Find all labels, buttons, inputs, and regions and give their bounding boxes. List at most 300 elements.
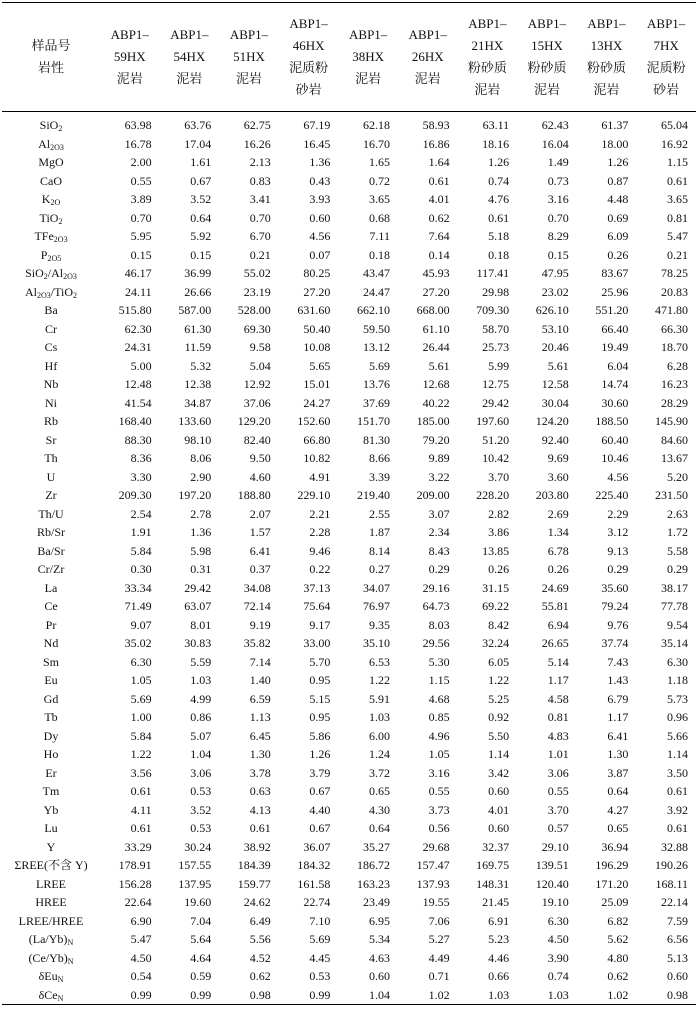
row-label: Cr bbox=[45, 321, 57, 336]
row-value: 1.57 bbox=[249, 525, 271, 539]
row-value: 5.04 bbox=[249, 358, 271, 373]
row-value: 25.73 bbox=[482, 340, 510, 354]
row-value: 5.84 bbox=[130, 543, 152, 558]
row-value: 1.03 bbox=[458, 986, 518, 1005]
table-row bbox=[2, 616, 696, 635]
row-value: 4.80 bbox=[607, 950, 629, 965]
row-value: 4.64 bbox=[190, 950, 212, 965]
row-value: 8.06 bbox=[190, 451, 212, 465]
row-value: 5.59 bbox=[190, 654, 212, 669]
row-value: 92.40 bbox=[541, 432, 569, 447]
row-value: 88.30 bbox=[124, 432, 152, 447]
row-value: 13.67 bbox=[661, 451, 688, 465]
row-value: 15.01 bbox=[303, 377, 331, 391]
row-value: 0.18 bbox=[368, 247, 390, 262]
row-value: 5.92 bbox=[190, 229, 212, 243]
row-value: 29.42 bbox=[482, 395, 510, 410]
row-value: 6.30 bbox=[547, 913, 569, 928]
table-row bbox=[2, 727, 696, 746]
row-value: 35.27 bbox=[362, 839, 390, 854]
row-value: 117.41 bbox=[476, 266, 510, 280]
row-label: $SiO_2/Al_{2O3}$ bbox=[25, 266, 77, 281]
row-value: 0.18 bbox=[488, 247, 510, 262]
row-value: 67.19 bbox=[303, 118, 331, 132]
row-value: 1.26 bbox=[488, 155, 510, 169]
row-value: 0.74 bbox=[488, 173, 510, 188]
row-value: 61.30 bbox=[184, 321, 212, 336]
row-value: 0.60 bbox=[368, 969, 390, 983]
row-value: 2.54 bbox=[130, 506, 152, 521]
row-value: 66.30 bbox=[661, 321, 688, 336]
table-row bbox=[2, 819, 696, 838]
row-value: 587.00 bbox=[178, 303, 212, 317]
row-value: 0.55 bbox=[130, 173, 152, 188]
row-value: 18.16 bbox=[482, 136, 510, 151]
row-value: 23.49 bbox=[362, 895, 390, 909]
row-value: 60.40 bbox=[601, 432, 629, 447]
row-value: 7.64 bbox=[428, 229, 450, 243]
row-value: 0.61 bbox=[130, 821, 152, 835]
header-sample-line: ABP1– bbox=[527, 16, 567, 31]
row-value: 10.42 bbox=[482, 451, 510, 465]
header-sample-line: ABP1– bbox=[289, 16, 328, 31]
geochemistry-table bbox=[2, 2, 696, 1005]
table-row bbox=[2, 320, 696, 339]
row-value: 79.20 bbox=[422, 432, 450, 447]
row-value: 4.30 bbox=[368, 802, 390, 817]
row-value: 4.83 bbox=[547, 728, 569, 743]
row-value: 9.58 bbox=[249, 340, 271, 354]
row-value: 0.61 bbox=[488, 210, 510, 225]
row-value: 9.35 bbox=[368, 617, 390, 632]
row-value: 3.06 bbox=[547, 765, 569, 780]
header-sample-column bbox=[219, 3, 279, 112]
row-value: 12.38 bbox=[184, 377, 212, 391]
row-value: 137.93 bbox=[416, 876, 450, 891]
row-value: 9.19 bbox=[249, 617, 271, 632]
row-value: 63.11 bbox=[482, 118, 510, 132]
row-value: 5.99 bbox=[488, 358, 510, 373]
row-label: Ce bbox=[44, 599, 58, 613]
row-value: 43.47 bbox=[362, 266, 390, 280]
row-value: 0.55 bbox=[547, 784, 569, 798]
header-sample-line: 13HX bbox=[590, 38, 623, 53]
row-value: 1.03 bbox=[190, 673, 212, 687]
row-value: 19.10 bbox=[541, 895, 569, 909]
row-value: 0.92 bbox=[488, 710, 510, 724]
header-sample-column bbox=[577, 3, 637, 112]
row-value: 9.50 bbox=[249, 451, 271, 465]
row-value: 81.30 bbox=[362, 432, 390, 447]
row-value: 157.55 bbox=[178, 858, 212, 872]
row-value: 38.92 bbox=[243, 839, 271, 854]
row-value: 0.29 bbox=[667, 562, 688, 576]
row-value: 66.80 bbox=[303, 432, 331, 447]
row-value: 40.22 bbox=[422, 395, 450, 410]
row-label: TiO$_2$ bbox=[39, 210, 63, 226]
table-row bbox=[2, 838, 696, 857]
row-value: 69.30 bbox=[243, 321, 271, 336]
row-value: 1.17 bbox=[547, 673, 569, 687]
row-value: 2.29 bbox=[607, 506, 629, 521]
row-value: 5.61 bbox=[428, 358, 450, 373]
row-value: 6.94 bbox=[547, 617, 569, 632]
row-value: 16.86 bbox=[422, 136, 450, 151]
row-value: 36.99 bbox=[184, 266, 212, 280]
row-value: 1.14 bbox=[667, 747, 688, 761]
row-value: 139.51 bbox=[535, 858, 569, 872]
row-value: 5.47 bbox=[667, 229, 688, 243]
row-value: 3.39 bbox=[368, 469, 390, 484]
row-value: 4.91 bbox=[309, 469, 331, 484]
row-label: Sm bbox=[42, 654, 59, 669]
row-value: 29.10 bbox=[541, 839, 569, 854]
row-value: 4.01 bbox=[488, 802, 510, 817]
table-row bbox=[2, 431, 696, 450]
row-label: LREE/HREE bbox=[18, 913, 84, 928]
row-value: 0.99 bbox=[160, 986, 220, 1005]
row-value: 62.75 bbox=[243, 118, 271, 132]
row-value: 24.31 bbox=[124, 340, 152, 354]
row-value: 0.14 bbox=[428, 247, 450, 262]
row-value: 0.60 bbox=[309, 210, 331, 225]
row-value: 1.40 bbox=[249, 673, 271, 687]
row-value: 225.40 bbox=[595, 488, 629, 502]
row-value: 209.00 bbox=[416, 488, 450, 502]
table-row bbox=[2, 486, 696, 505]
row-value: 188.80 bbox=[237, 488, 271, 502]
row-value: 197.20 bbox=[178, 488, 212, 502]
row-value: 0.59 bbox=[190, 969, 212, 983]
row-value: 5.65 bbox=[309, 358, 331, 373]
row-value: 3.50 bbox=[667, 765, 688, 780]
row-value: 0.07 bbox=[309, 247, 331, 262]
row-label: Cr/Zr bbox=[37, 562, 65, 576]
row-value: 178.91 bbox=[118, 858, 152, 872]
row-value: 7.10 bbox=[309, 913, 331, 928]
row-value: 61.37 bbox=[601, 118, 629, 132]
row-label: Th bbox=[44, 451, 58, 465]
header-sample-line: 泥岩 bbox=[533, 82, 560, 97]
row-value: 3.65 bbox=[368, 192, 390, 206]
table-row bbox=[2, 801, 696, 820]
table-row bbox=[2, 856, 696, 875]
row-value: 4.99 bbox=[190, 691, 212, 706]
row-value: 9.46 bbox=[309, 543, 331, 558]
row-value: 4.52 bbox=[249, 950, 271, 965]
table-row bbox=[2, 190, 696, 209]
row-value: 0.81 bbox=[667, 210, 688, 225]
row-value: 4.50 bbox=[130, 950, 152, 965]
row-value: 0.70 bbox=[547, 210, 569, 225]
row-value: 1.04 bbox=[338, 986, 398, 1005]
table-row bbox=[2, 782, 696, 801]
row-value: 51.20 bbox=[482, 432, 510, 447]
row-value: 151.70 bbox=[356, 414, 390, 428]
header-sample-line: 泥岩 bbox=[474, 82, 501, 97]
header-label-lithology: 岩性 bbox=[37, 60, 64, 75]
row-value: 6.45 bbox=[249, 728, 271, 743]
row-value: 3.92 bbox=[667, 802, 688, 817]
row-value: 12.68 bbox=[422, 377, 450, 391]
row-label: δEu$_N$ bbox=[38, 969, 64, 984]
row-value: 2.82 bbox=[488, 506, 510, 521]
header-sample-line: 46HX bbox=[292, 38, 325, 53]
row-value: 1.26 bbox=[607, 155, 629, 169]
row-value: 1.13 bbox=[249, 710, 271, 724]
row-value: 3.89 bbox=[130, 192, 152, 206]
row-value: 16.45 bbox=[303, 136, 331, 151]
row-value: 0.98 bbox=[219, 986, 279, 1005]
header-sample-line: 泥岩 bbox=[593, 82, 620, 97]
row-value: 3.42 bbox=[488, 765, 510, 780]
row-value: 4.46 bbox=[488, 950, 510, 965]
row-value: 10.08 bbox=[303, 340, 331, 354]
row-value: 10.46 bbox=[601, 451, 629, 465]
row-value: 148.31 bbox=[476, 876, 510, 891]
table-row bbox=[2, 764, 696, 783]
row-value: 77.78 bbox=[661, 599, 688, 613]
row-value: 65.04 bbox=[661, 118, 688, 132]
row-value: 0.54 bbox=[130, 969, 152, 983]
row-value: 2.07 bbox=[249, 506, 271, 521]
row-value: 63.07 bbox=[184, 599, 212, 613]
row-value: 29.98 bbox=[482, 284, 510, 299]
row-value: 34.07 bbox=[362, 580, 390, 595]
table-row bbox=[2, 227, 696, 246]
row-value: 152.60 bbox=[297, 414, 331, 428]
header-sample-line: 泥质粉 bbox=[289, 60, 329, 75]
row-value: 9.54 bbox=[667, 617, 688, 632]
row-value: 35.10 bbox=[362, 636, 390, 650]
row-value: 5.56 bbox=[249, 932, 271, 946]
header-sample-line: 砂岩 bbox=[295, 82, 322, 97]
row-label: Rb bbox=[43, 414, 58, 428]
header-sample-line: 泥岩 bbox=[235, 71, 262, 86]
header-sample-line: ABP1– bbox=[229, 27, 269, 42]
header-sample-line: 15HX bbox=[531, 38, 563, 53]
row-value: 25.96 bbox=[601, 284, 629, 299]
table-row bbox=[2, 542, 696, 561]
row-value: 5.69 bbox=[130, 691, 152, 706]
row-value: 0.31 bbox=[190, 562, 212, 576]
table-row bbox=[2, 634, 696, 653]
row-value: 6.78 bbox=[547, 543, 569, 558]
row-value: 5.70 bbox=[309, 654, 331, 669]
table-row bbox=[2, 449, 696, 468]
row-value: 26.44 bbox=[422, 340, 450, 354]
row-value: 0.15 bbox=[130, 247, 152, 262]
row-value: 3.52 bbox=[190, 192, 212, 206]
row-value: 0.60 bbox=[488, 784, 510, 798]
row-value: 20.83 bbox=[661, 284, 688, 299]
row-value: 30.83 bbox=[184, 636, 212, 650]
row-value: 21.45 bbox=[482, 895, 510, 909]
row-value: 0.43 bbox=[309, 173, 331, 188]
row-label: Dy bbox=[43, 728, 59, 743]
row-value: 9.07 bbox=[130, 617, 152, 632]
row-value: 1.91 bbox=[130, 525, 152, 539]
header-sample-line: 21HX bbox=[471, 38, 504, 53]
table-row bbox=[2, 505, 696, 524]
row-value: 169.75 bbox=[476, 858, 510, 872]
row-value: 156.28 bbox=[118, 876, 152, 891]
row-value: 3.60 bbox=[547, 469, 569, 484]
row-value: 3.90 bbox=[547, 950, 569, 965]
row-value: 28.29 bbox=[661, 395, 688, 410]
row-value: 16.78 bbox=[124, 136, 152, 151]
row-label: Zr bbox=[45, 488, 57, 502]
row-label: HREE bbox=[35, 895, 67, 909]
row-value: 80.25 bbox=[303, 266, 331, 280]
row-value: 219.40 bbox=[356, 488, 390, 502]
row-value: 16.23 bbox=[661, 377, 688, 391]
row-value: 63.76 bbox=[184, 118, 212, 132]
row-value: 0.66 bbox=[488, 969, 510, 983]
row-value: 63.98 bbox=[124, 118, 152, 132]
row-value: 5.23 bbox=[488, 932, 510, 946]
row-value: 62.43 bbox=[541, 118, 569, 132]
row-label: Y bbox=[46, 839, 56, 854]
row-label: U bbox=[46, 469, 56, 484]
row-value: 5.15 bbox=[309, 691, 331, 706]
row-value: 0.98 bbox=[636, 986, 696, 1005]
row-value: 8.01 bbox=[190, 617, 212, 632]
table-row bbox=[2, 412, 696, 431]
row-value: 4.96 bbox=[428, 728, 450, 743]
row-value: 58.70 bbox=[482, 321, 510, 336]
row-value: 1.14 bbox=[488, 747, 510, 761]
row-value: 6.30 bbox=[667, 654, 688, 669]
row-value: 2.55 bbox=[368, 506, 390, 521]
row-label: $P_{2O5}$ bbox=[40, 247, 62, 263]
row-label: Cs bbox=[44, 340, 58, 354]
table-body bbox=[2, 112, 696, 1005]
row-value: 0.81 bbox=[547, 710, 569, 724]
row-value: 668.00 bbox=[416, 303, 450, 317]
row-label: Nb bbox=[43, 377, 59, 391]
row-value: 145.90 bbox=[655, 414, 688, 428]
row-value: 9.17 bbox=[309, 617, 331, 632]
row-value: 5.30 bbox=[428, 654, 450, 669]
header-label-cell bbox=[2, 3, 100, 112]
row-value: 5.34 bbox=[368, 932, 390, 946]
row-value: 0.61 bbox=[428, 173, 450, 188]
row-value: 19.60 bbox=[184, 895, 212, 909]
row-value: 35.02 bbox=[124, 636, 152, 650]
row-value: 41.54 bbox=[124, 395, 152, 410]
row-value: 5.86 bbox=[309, 728, 331, 743]
row-value: 14.74 bbox=[601, 377, 629, 391]
table-row bbox=[2, 135, 696, 154]
row-value: 157.47 bbox=[416, 858, 450, 872]
table-row bbox=[2, 967, 696, 986]
row-value: 35.14 bbox=[661, 636, 688, 650]
row-label: MgO bbox=[38, 155, 64, 169]
row-value: 26.65 bbox=[541, 636, 569, 650]
row-value: 16.70 bbox=[362, 136, 390, 151]
row-value: 662.10 bbox=[356, 303, 390, 317]
row-value: 5.27 bbox=[428, 932, 450, 946]
row-value: 5.18 bbox=[488, 229, 510, 243]
row-value: 7.11 bbox=[369, 229, 390, 243]
header-row bbox=[2, 3, 696, 112]
row-value: 7.43 bbox=[607, 654, 629, 669]
row-value: 12.92 bbox=[243, 377, 271, 391]
row-value: 1.05 bbox=[428, 747, 450, 761]
row-value: 59.50 bbox=[362, 321, 390, 336]
row-value: 196.29 bbox=[595, 858, 629, 872]
row-value: 4.58 bbox=[547, 691, 569, 706]
row-value: 6.04 bbox=[607, 358, 629, 373]
header-sample-line: 泥岩 bbox=[176, 71, 203, 86]
row-value: 0.68 bbox=[368, 210, 390, 225]
row-value: 3.16 bbox=[547, 192, 569, 206]
row-value: 79.24 bbox=[601, 599, 629, 613]
row-value: 33.34 bbox=[124, 580, 152, 595]
row-value: 30.60 bbox=[601, 395, 629, 410]
row-value: 3.73 bbox=[428, 802, 450, 817]
row-value: 1.03 bbox=[517, 986, 577, 1005]
row-label: δCe$_N$ bbox=[2, 986, 100, 1005]
row-value: 528.00 bbox=[237, 303, 271, 317]
row-value: 2.90 bbox=[190, 469, 212, 484]
row-value: 22.64 bbox=[124, 895, 152, 909]
row-value: 4.13 bbox=[249, 802, 271, 817]
row-label: CaO bbox=[40, 173, 62, 188]
header-sample-column bbox=[636, 3, 696, 112]
header-sample-column bbox=[160, 3, 220, 112]
row-value: 6.05 bbox=[488, 654, 510, 669]
row-label: $(La/Yb)_N$ bbox=[28, 932, 74, 947]
row-value: 27.20 bbox=[303, 284, 331, 299]
row-label: ΣREE(不含 Y) bbox=[14, 858, 88, 872]
row-value: 0.15 bbox=[547, 247, 569, 262]
row-value: 12.58 bbox=[541, 377, 569, 391]
row-value: 1.26 bbox=[309, 747, 331, 761]
row-value: 32.37 bbox=[482, 839, 510, 854]
row-value: 0.70 bbox=[130, 210, 152, 225]
row-value: 2.34 bbox=[428, 525, 450, 539]
table-row bbox=[2, 560, 696, 579]
row-value: 1.24 bbox=[368, 747, 390, 761]
row-value: 5.14 bbox=[547, 654, 569, 669]
row-value: 0.56 bbox=[428, 821, 450, 835]
row-value: 0.61 bbox=[667, 173, 688, 188]
row-value: 0.30 bbox=[130, 562, 152, 576]
row-value: 1.36 bbox=[309, 155, 331, 169]
header-sample-line: 51HX bbox=[233, 49, 265, 64]
row-value: 2.28 bbox=[309, 525, 331, 539]
row-value: 4.76 bbox=[488, 192, 510, 206]
row-value: 161.58 bbox=[297, 876, 331, 891]
row-value: 129.20 bbox=[237, 414, 271, 428]
row-value: 9.89 bbox=[428, 451, 450, 465]
row-value: 13.76 bbox=[362, 377, 390, 391]
row-value: 1.04 bbox=[190, 747, 212, 761]
row-value: 171.20 bbox=[595, 876, 629, 891]
row-value: 5.91 bbox=[368, 691, 390, 706]
header-sample-line: 泥岩 bbox=[355, 71, 382, 86]
row-value: 1.64 bbox=[428, 155, 450, 169]
header-label-sample-id: 样品号 bbox=[31, 38, 71, 53]
row-value: 6.95 bbox=[368, 913, 390, 928]
table-row bbox=[2, 708, 696, 727]
row-value: 1.30 bbox=[607, 747, 629, 761]
row-value: 24.11 bbox=[125, 284, 152, 299]
header-sample-line: ABP1– bbox=[110, 27, 149, 42]
row-value: 0.53 bbox=[190, 784, 212, 798]
